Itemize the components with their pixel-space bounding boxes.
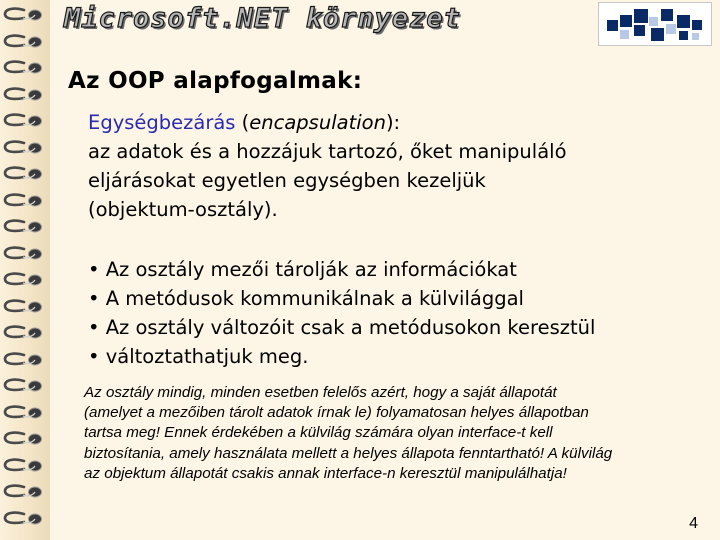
binding-ring-icon [2, 59, 48, 77]
binding-ring-icon [2, 86, 48, 104]
binding-ring-icon [2, 351, 48, 369]
spiral-binding-icon [0, 0, 56, 540]
binding-ring-icon [2, 192, 48, 210]
binding-ring-icon [2, 430, 48, 448]
binding-ring-icon [2, 483, 48, 501]
definition-paren-open: ( [235, 111, 250, 134]
definition-line: az adatok és a hozzájuk tartozó, őket manipuláló [88, 140, 567, 163]
header-title-text: Microsoft.NET környezet [64, 3, 461, 34]
note-line: biztosítania, amely használata mellett a helyes állapota fenntartható! A külvilág [84, 444, 613, 462]
binding-ring-icon [2, 271, 48, 289]
binding-ring-icon [2, 377, 48, 395]
note-line: tartsa meg! Ennek érdekében a külvilág számára olyan interface-t kell [84, 424, 553, 442]
binding-ring-icon [2, 112, 48, 130]
binding-ring-icon [2, 165, 48, 183]
definition-line: eljárásokat egyetlen egységben kezeljük [88, 169, 486, 192]
note-paragraph [84, 383, 714, 484]
definition-term-english: encapsulation [249, 111, 386, 134]
definition-term: Egységbezárás [88, 111, 236, 134]
bullet-item: • Az osztály változóit csak a metódusokon keresztül [88, 316, 596, 339]
definition-paren-close: ): [385, 111, 401, 134]
logo-graphic [599, 3, 711, 45]
binding-ring-icon [2, 139, 48, 157]
binding-ring-icon [2, 404, 48, 422]
definition-line: (objektum-osztály). [88, 198, 278, 221]
binding-ring-icon [2, 324, 48, 342]
bullet-item: • változtathatjuk meg. [88, 345, 309, 368]
bullet-list [88, 255, 708, 371]
binding-ring-icon [2, 298, 48, 316]
binding-ring-icon [2, 218, 48, 236]
slide-heading: Az OOP alapfogalmak: [68, 68, 363, 94]
binding-ring-icon [2, 457, 48, 475]
bullet-item: • Az osztály mezői tárolják az információkat [88, 258, 517, 281]
blocks-logo-icon [598, 2, 712, 46]
note-line: az objektum állapotát csakis annak interface-n keresztül manipulálhatja! [84, 464, 567, 482]
binding-ring-icon [2, 6, 48, 24]
bullet-item: • A metódusok kommunikálnak a külvilággal [88, 287, 524, 310]
definition-block [88, 108, 688, 224]
binding-ring-icon [2, 510, 48, 528]
note-line: (amelyet a mezőiben tárolt adatok írnak le) folyamatosan helyes állapotban [84, 404, 589, 422]
note-line: Az osztály mindig, minden esetben felelős azért, hogy a saját állapotát [84, 384, 557, 401]
page-number: 4 [689, 515, 698, 532]
binding-ring-icon [2, 33, 48, 51]
binding-ring-icon [2, 245, 48, 263]
definition-title-line [88, 108, 688, 137]
header-title [56, 2, 568, 42]
